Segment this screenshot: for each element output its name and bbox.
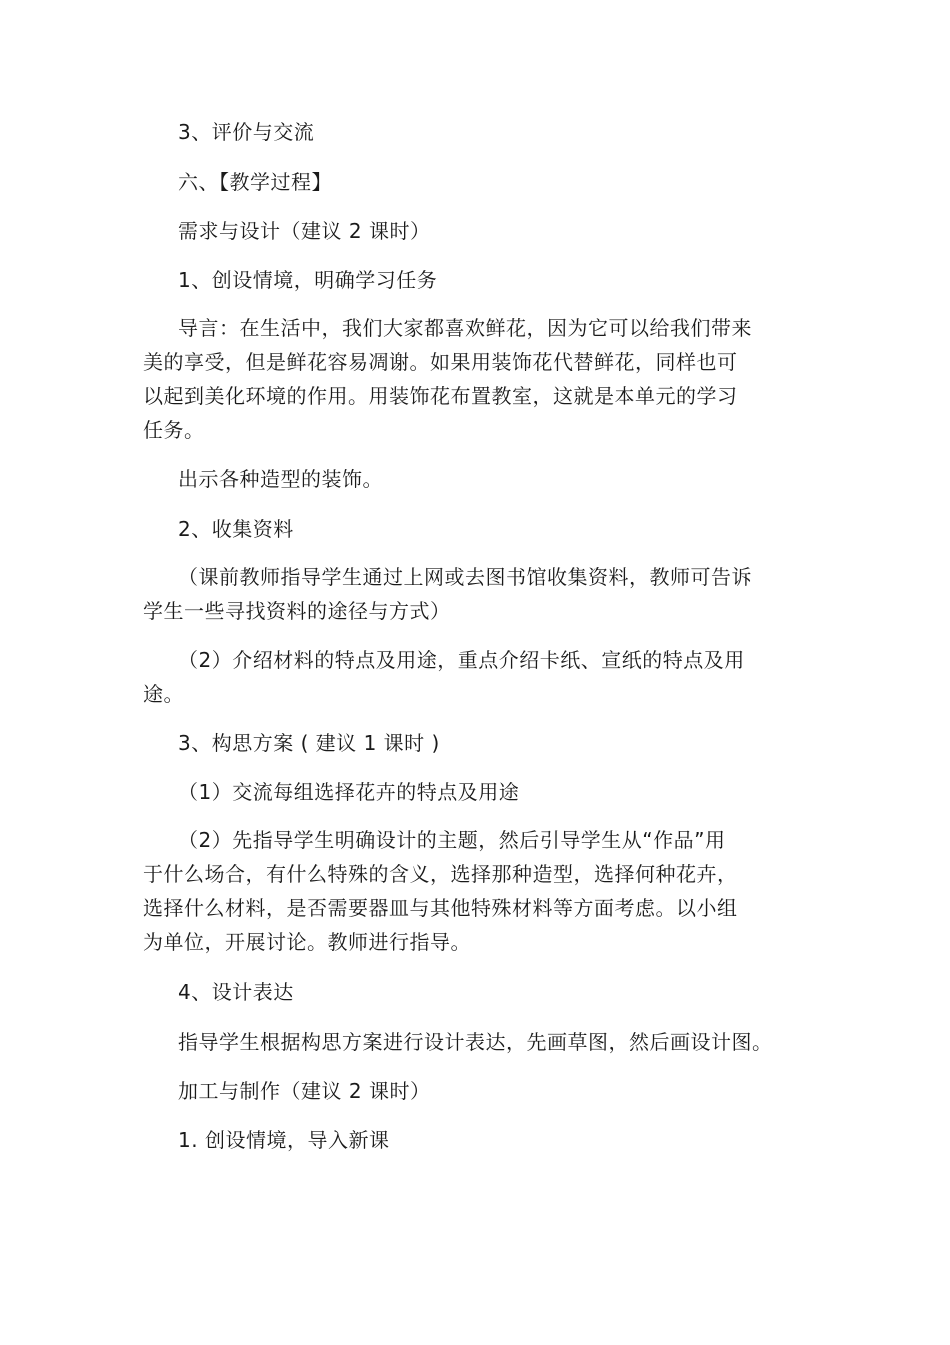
plan-item-2-line: （2）先指导学生明确设计的主题，然后引导学生从“作品”用 bbox=[178, 828, 726, 852]
material-line: 途。 bbox=[143, 682, 184, 706]
collect-paragraph bbox=[143, 560, 752, 628]
intro-line: 任务。 bbox=[143, 418, 205, 442]
material-paragraph bbox=[143, 643, 745, 711]
intro-paragraph bbox=[143, 311, 752, 447]
section-evaluation-heading: 3、评价与交流 bbox=[178, 120, 315, 144]
create-situation-heading: 1、创设情境，明确学习任务 bbox=[178, 268, 438, 292]
collect-materials-heading: 2、收集资料 bbox=[178, 517, 294, 541]
plan-item-2-line: 选择什么材料，是否需要器皿与其他特殊材料等方面考虑。以小组 bbox=[143, 896, 738, 920]
plan-item-2-line: 为单位，开展讨论。教师进行指导。 bbox=[143, 930, 471, 954]
plan-item-2-line: 于什么场合，有什么特殊的含义，选择那种造型，选择何种花卉， bbox=[143, 862, 738, 886]
design-expression-text: 指导学生根据构思方案进行设计表达，先画草图，然后画设计图。 bbox=[178, 1030, 773, 1054]
making-phase-heading: 加工与制作（建议 2 课时） bbox=[178, 1079, 431, 1103]
material-line: （2）介绍材料的特点及用途，重点介绍卡纸、宣纸的特点及用 bbox=[178, 648, 745, 672]
design-expression-heading: 4、设计表达 bbox=[178, 980, 294, 1004]
collect-line: （课前教师指导学生通过上网或去图书馆收集资料，教师可告诉 bbox=[178, 565, 752, 589]
intro-line: 以起到美化环境的作用。用装饰花布置教室，这就是本单元的学习 bbox=[143, 384, 738, 408]
plan-heading: 3、构思方案 ( 建议 1 课时 ) bbox=[178, 731, 440, 755]
show-decorations-text: 出示各种造型的装饰。 bbox=[178, 467, 383, 491]
teaching-process-heading: 六、【教学过程】 bbox=[178, 170, 332, 194]
plan-item-1: （1）交流每组选择花卉的特点及用途 bbox=[178, 780, 520, 804]
intro-line: 导言：在生活中，我们大家都喜欢鲜花，因为它可以给我们带来 bbox=[178, 316, 752, 340]
making-item-1: 1. 创设情境，导入新课 bbox=[178, 1128, 390, 1152]
intro-line: 美的享受，但是鲜花容易凋谢。如果用装饰花代替鲜花，同样也可 bbox=[143, 350, 738, 374]
design-phase-heading: 需求与设计（建议 2 课时） bbox=[178, 219, 431, 243]
collect-line: 学生一些寻找资料的途径与方式） bbox=[143, 599, 451, 623]
plan-item-2-paragraph bbox=[143, 823, 738, 959]
